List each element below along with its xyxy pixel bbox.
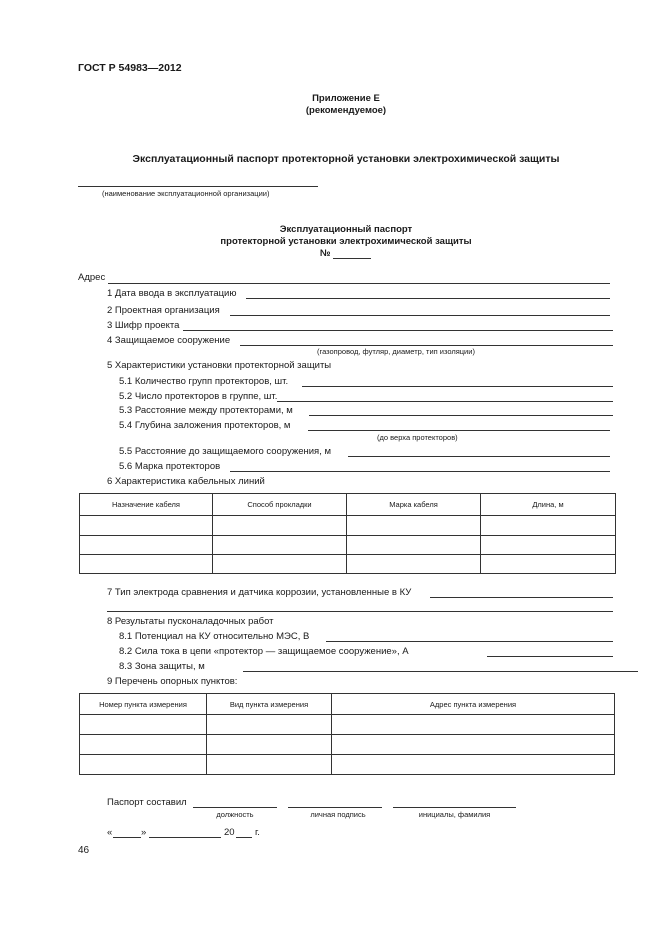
field-2-line xyxy=(230,315,610,316)
field-5-4-line xyxy=(308,430,610,431)
table-cell[interactable] xyxy=(332,735,615,755)
field-5-6-line xyxy=(230,471,610,472)
field-8-3-line xyxy=(243,671,638,672)
date-close-quote: » xyxy=(141,827,147,838)
field-6-label: 6 Характеристика кабельных линий xyxy=(107,476,265,487)
field-5-4-label: 5.4 Глубина заложения протекторов, м xyxy=(119,420,291,431)
date-year-prefix: 20 xyxy=(224,827,235,838)
organization-caption: (наименование эксплуатационной организации) xyxy=(102,189,270,198)
table-cell[interactable] xyxy=(347,536,481,555)
field-address-label: Адрес xyxy=(78,272,106,283)
table-cell[interactable] xyxy=(80,715,207,735)
field-5-5-line xyxy=(348,456,610,457)
field-5-2-label: 5.2 Число протекторов в группе, шт. xyxy=(119,391,278,402)
field-1-line xyxy=(246,298,610,299)
passport-number-label: № xyxy=(320,248,331,259)
field-8-1-label: 8.1 Потенциал на КУ относительно МЭС, В xyxy=(119,631,310,642)
cable-table xyxy=(79,493,616,574)
field-8-2-line xyxy=(487,656,613,657)
table-row xyxy=(80,755,615,775)
table-cell[interactable] xyxy=(481,536,616,555)
table-cell[interactable] xyxy=(207,755,332,775)
field-4-caption: (газопровод, футляр, диаметр, тип изоляции) xyxy=(317,347,475,356)
points-table xyxy=(79,693,615,775)
date-open-quote: « xyxy=(107,827,113,838)
field-7-label: 7 Тип электрода сравнения и датчика коррозии, установленные в КУ xyxy=(107,587,412,598)
field-5-3-label: 5.3 Расстояние между протекторами, м xyxy=(119,405,293,416)
standard-code: ГОСТ Р 54983—2012 xyxy=(78,62,182,74)
name-line xyxy=(393,807,516,808)
table-cell[interactable] xyxy=(332,755,615,775)
table-cell[interactable] xyxy=(207,715,332,735)
table-row xyxy=(80,735,615,755)
field-4-label: 4 Защищаемое сооружение xyxy=(107,335,231,346)
date-month-line xyxy=(149,837,221,838)
position-line xyxy=(193,807,277,808)
field-8-label: 8 Результаты пусконаладочных работ xyxy=(107,616,274,627)
appendix-title: Приложение Е xyxy=(312,93,380,104)
table-cell[interactable] xyxy=(481,555,616,574)
table-cell[interactable] xyxy=(207,735,332,755)
field-3-line xyxy=(183,330,613,331)
field-8-3-label: 8.3 Зона защиты, м xyxy=(119,661,205,672)
date-day-line xyxy=(113,837,141,838)
field-address-line xyxy=(108,283,610,284)
cable-table-header: Длина, м xyxy=(481,494,616,516)
page-number: 46 xyxy=(78,845,90,856)
table-cell[interactable] xyxy=(347,516,481,536)
field-5-4-caption: (до верха протекторов) xyxy=(377,433,458,442)
cable-table-header: Способ прокладки xyxy=(213,494,347,516)
points-table-header: Вид пункта измерения xyxy=(207,694,332,715)
table-cell[interactable] xyxy=(481,516,616,536)
table-cell[interactable] xyxy=(332,715,615,735)
field-5-1-label: 5.1 Количество групп протекторов, шт. xyxy=(119,376,289,387)
table-row xyxy=(80,715,615,735)
field-8-1-line xyxy=(326,641,613,642)
date-year-line xyxy=(236,837,252,838)
field-5-1-line xyxy=(302,386,613,387)
name-caption: инициалы, фамилия xyxy=(418,810,491,819)
field-8-2-label: 8.2 Сила тока в цепи «протектор — защищаемое сооружение», А xyxy=(119,646,409,657)
table-cell[interactable] xyxy=(213,536,347,555)
field-5-label: 5 Характеристики установки протекторной защиты xyxy=(107,360,332,371)
table-cell[interactable] xyxy=(80,516,213,536)
cable-table-header: Марка кабеля xyxy=(347,494,481,516)
table-cell[interactable] xyxy=(80,536,213,555)
table-cell[interactable] xyxy=(213,555,347,574)
table-cell[interactable] xyxy=(80,555,213,574)
field-4-line xyxy=(240,345,613,346)
organization-line xyxy=(78,186,318,187)
passport-heading-line2: протекторной установки электрохимической защиты xyxy=(220,236,472,247)
field-3-label: 3 Шифр проекта xyxy=(107,320,180,331)
passport-number-line xyxy=(333,258,371,259)
table-row xyxy=(80,555,616,574)
field-9-label: 9 Перечень опорных пунктов: xyxy=(107,676,238,687)
table-row xyxy=(80,516,616,536)
field-7-continuation-line xyxy=(107,611,613,612)
passport-heading-line1: Эксплуатационный паспорт xyxy=(279,224,413,235)
cable-table-header-row xyxy=(80,494,616,516)
signature-label: Паспорт составил xyxy=(107,797,187,808)
field-1-label: 1 Дата ввода в эксплуатацию xyxy=(107,288,237,299)
field-5-5-label: 5.5 Расстояние до защищаемого сооружения, м xyxy=(119,446,332,457)
cable-table-header: Назначение кабеля xyxy=(80,494,213,516)
table-row xyxy=(80,536,616,555)
field-2-label: 2 Проектная организация xyxy=(107,305,220,316)
field-5-6-label: 5.6 Марка протекторов xyxy=(119,461,221,472)
points-table-header-row xyxy=(80,694,615,715)
date-year-suffix: г. xyxy=(255,827,260,838)
field-5-2-line xyxy=(277,401,613,402)
points-table-header: Адрес пункта измерения xyxy=(332,694,615,715)
table-cell[interactable] xyxy=(80,735,207,755)
table-cell[interactable] xyxy=(213,516,347,536)
points-table-header: Номер пункта измерения xyxy=(80,694,207,715)
signature-line xyxy=(288,807,382,808)
field-5-3-line xyxy=(309,415,613,416)
table-cell[interactable] xyxy=(347,555,481,574)
signature-caption: личная подпись xyxy=(310,810,366,819)
document-title: Эксплуатационный паспорт протекторной установки электрохимической защиты xyxy=(132,153,560,165)
appendix-subtitle: (рекомендуемое) xyxy=(305,105,387,116)
field-7-line xyxy=(430,597,613,598)
table-cell[interactable] xyxy=(80,755,207,775)
position-caption: должность xyxy=(216,810,254,819)
